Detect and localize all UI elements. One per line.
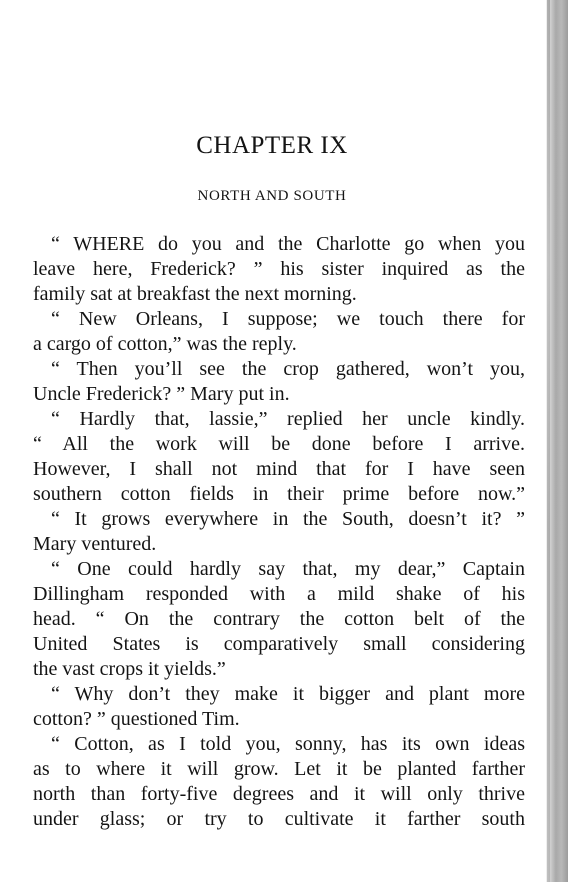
text-line: “ New Orleans, I suppose; we touch there for [51,308,525,330]
text-line: the vast crops it yields.” [33,658,226,680]
text-line: “ Then you’ll see the crop gathered, won’t you, [51,358,525,380]
chapter-subtitle: NORTH AND SOUTH [197,188,347,204]
text-line: a cargo of cotton,” was the reply. [33,333,297,355]
text-line: “ One could hardly say that, my dear,” Captain [51,558,525,580]
text-line: southern cotton fields in their prime before now.” [33,483,525,505]
text-line: “ All the work will be done before I arrive. [33,433,525,455]
text-line: north than forty-five degrees and it will only thrive [33,783,525,805]
text-line: as to where it will grow. Let it be planted farther [33,758,525,780]
text-line: “ Cotton, as I told you, sonny, has its own ideas [51,733,525,755]
text-line: leave here, Frederick? ” his sister inquired as the [33,258,525,280]
page-edge-binding [547,0,550,882]
text-line: However, I shall not mind that for I have seen [33,458,525,480]
text-line: family sat at breakfast the next morning. [33,283,357,305]
text-line: “ Why don’t they make it bigger and plant more [51,683,525,705]
text-line: “ It grows everywhere in the South, doesn’t it? ” [51,508,525,530]
text-line: under glass; or try to cultivate it farther south [33,808,525,830]
text-line: “ WHERE do you and the Charlotte go when you [51,233,525,255]
text-line: United States is comparatively small considering [33,633,525,655]
text-line: cotton? ” questioned Tim. [33,708,240,730]
text-line: Mary ventured. [33,533,157,555]
text-line: Dillingham responded with a mild shake of his [33,583,525,605]
text-line: Uncle Frederick? ” Mary put in. [33,383,290,405]
body-text [33,232,525,832]
chapter-title: CHAPTER IX [196,132,348,159]
text-line: “ Hardly that, lassie,” replied her uncle kindly. [51,408,525,430]
text-line: head. “ On the contrary the cotton belt of the [33,608,525,630]
